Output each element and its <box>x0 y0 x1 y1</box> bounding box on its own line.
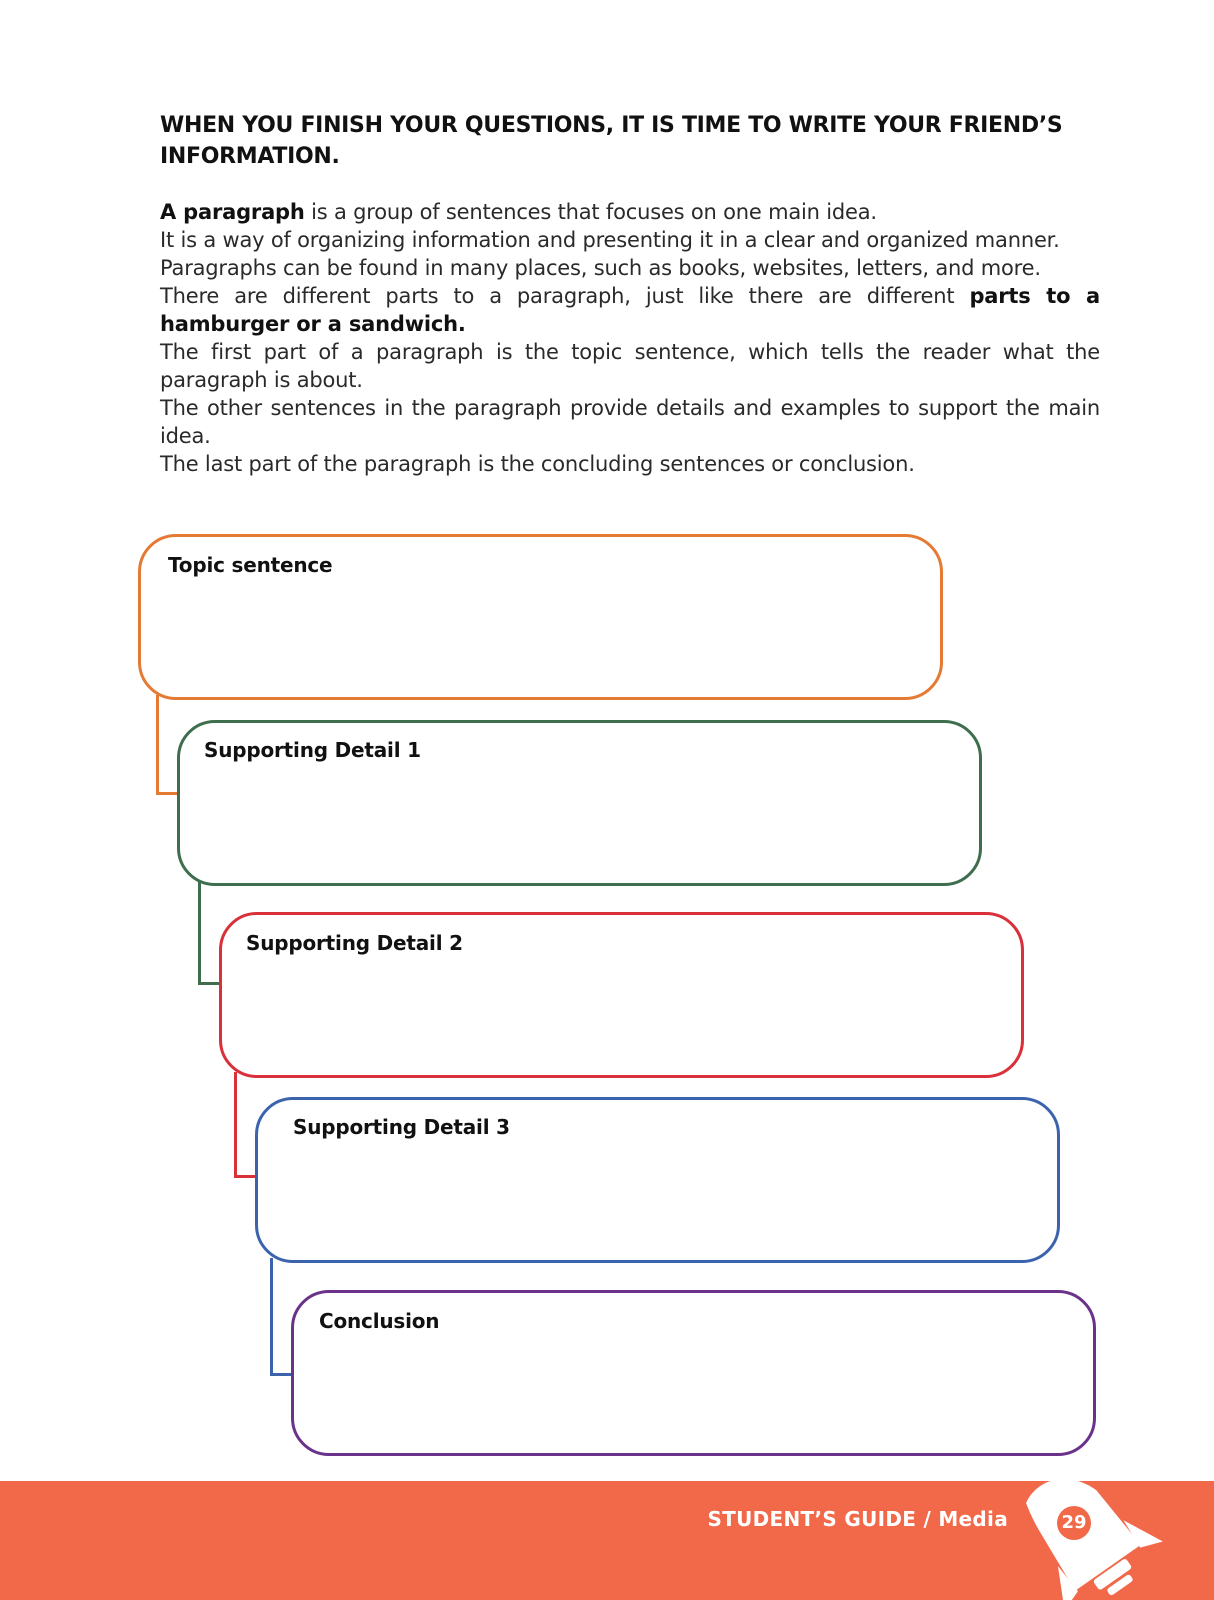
page-number: 29 <box>1057 1506 1091 1540</box>
intro-text <box>160 198 1100 478</box>
connector-topic-detail1 <box>156 695 178 795</box>
supporting-detail-3-box[interactable] <box>255 1097 1060 1263</box>
supporting-detail-3-label: Supporting Detail 3 <box>293 1115 510 1139</box>
footer-guide-title: STUDENT’S GUIDE <box>707 1507 917 1531</box>
intro-paragraph-1: A paragraph is a group of sentences that focuses on one main idea. <box>160 200 877 224</box>
supporting-detail-2-box[interactable] <box>219 912 1024 1078</box>
conclusion-label: Conclusion <box>319 1309 440 1333</box>
topic-sentence-label: Topic sentence <box>168 553 333 577</box>
page-footer <box>0 1481 1214 1600</box>
intro-paragraph-5: The first part of a paragraph is the topic sentence, which tells the reader what the paragraph is about. <box>160 340 1100 392</box>
supporting-detail-1-box[interactable] <box>177 720 982 886</box>
conclusion-box[interactable] <box>291 1290 1096 1456</box>
supporting-detail-1-label: Supporting Detail 1 <box>204 738 421 762</box>
intro-paragraph-2: It is a way of organizing information and presenting it in a clear and organized manner. <box>160 228 1060 252</box>
rocket-icon <box>1025 1481 1195 1600</box>
footer-guide-text <box>707 1507 1008 1531</box>
intro-paragraph-4: There are different parts to a paragraph, just like there are different parts to a hamburger or a sandwich. <box>160 284 1100 336</box>
intro-paragraph-3: Paragraphs can be found in many places, such as books, websites, letters, and more. <box>160 256 1041 280</box>
intro-paragraph-6: The other sentences in the paragraph provide details and examples to support the main idea. <box>160 396 1100 448</box>
connector-detail1-detail2 <box>198 880 220 985</box>
footer-subject: Media <box>938 1507 1008 1531</box>
connector-detail2-detail3 <box>234 1072 256 1178</box>
topic-sentence-box[interactable] <box>138 534 943 700</box>
page-heading: WHEN YOU FINISH YOUR QUESTIONS, IT IS TIME TO WRITE YOUR FRIEND’S INFORMATION. <box>160 113 1063 169</box>
intro-paragraph-7: The last part of the paragraph is the concluding sentences or conclusion. <box>160 452 915 476</box>
connector-detail3-conclusion <box>270 1258 292 1376</box>
footer-separator: / <box>923 1507 932 1531</box>
intro-term: A paragraph <box>160 200 305 224</box>
supporting-detail-2-label: Supporting Detail 2 <box>246 931 463 955</box>
